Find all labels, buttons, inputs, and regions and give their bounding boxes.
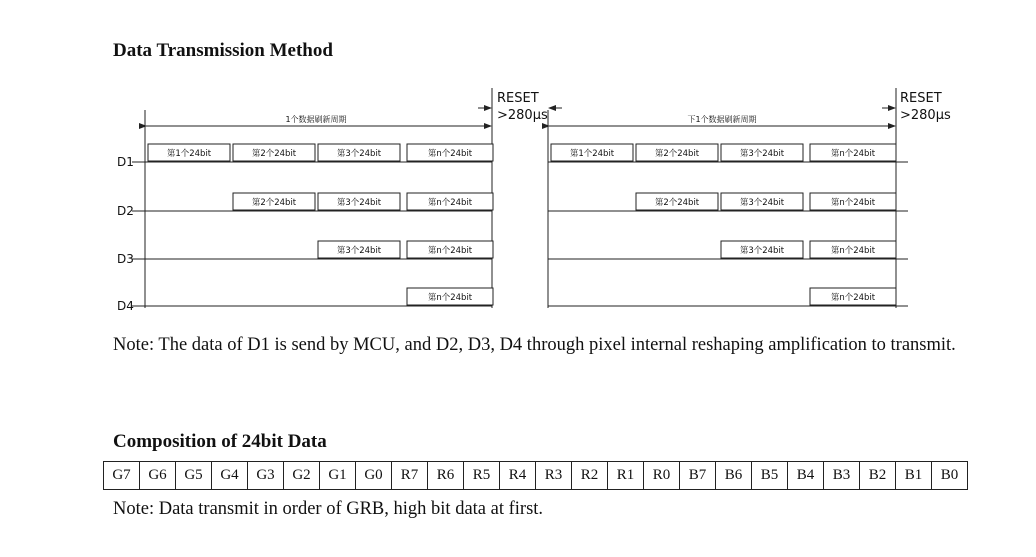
data-box-label: 第n个24bit [427, 198, 473, 208]
bit-cell: B4 [788, 462, 824, 490]
composition-heading: Composition of 24bit Data [113, 431, 327, 452]
transmission-note: Note: The data of D1 is send by MCU, and D2, D3, D4 through pixel internal reshaping amplification to transmit. [113, 335, 956, 355]
data-box-label: 第n个24bit [427, 293, 473, 303]
data-box-label: 第n个24bit [830, 293, 876, 303]
bit-cell: B6 [716, 462, 752, 490]
bit-cell: R4 [500, 462, 536, 490]
reset-label-1: RESET [497, 91, 539, 106]
data-box-label: 第1个24bit [166, 149, 212, 159]
data-box-label: 第3个24bit [739, 198, 785, 208]
bit-cell: G1 [320, 462, 356, 490]
line-label-d2: D2 [117, 204, 134, 218]
bit-cell: G6 [140, 462, 176, 490]
period-label-1: 1个数据刷新周期 [285, 115, 347, 124]
transmission-heading: Data Transmission Method [113, 40, 333, 61]
bit-cell: G3 [248, 462, 284, 490]
data-box-label: 第n个24bit [427, 149, 473, 159]
bit-cell: B0 [932, 462, 968, 490]
data-box-label: 第2个24bit [654, 149, 700, 159]
bit-cell: B2 [860, 462, 896, 490]
data-box-label: 第3个24bit [739, 149, 785, 159]
bit-cell: R1 [608, 462, 644, 490]
bit-cell: R6 [428, 462, 464, 490]
bit-cell: R5 [464, 462, 500, 490]
bit-cell: B7 [680, 462, 716, 490]
bit-cell: B1 [896, 462, 932, 490]
line-label-d4: D4 [117, 299, 134, 313]
bit-cell: G0 [356, 462, 392, 490]
bit-cell: G2 [284, 462, 320, 490]
data-box-label: 第1个24bit [569, 149, 615, 159]
data-box-label: 第n个24bit [830, 149, 876, 159]
data-box-label: 第3个24bit [739, 246, 785, 256]
data-box-label: 第3个24bit [336, 246, 382, 256]
data-box-label: 第n个24bit [830, 246, 876, 256]
bit-cell: G5 [176, 462, 212, 490]
composition-note: Note: Data transmit in order of GRB, high bit data at first. [113, 499, 544, 519]
line-label-d3: D3 [117, 252, 134, 266]
line-label-d1: D1 [117, 155, 134, 169]
bit-cell: R3 [536, 462, 572, 490]
data-box-label: 第2个24bit [654, 198, 700, 208]
bit-cell: B5 [752, 462, 788, 490]
bit-cell: R2 [572, 462, 608, 490]
data-box-label: 第3个24bit [336, 198, 382, 208]
bit-cell: G4 [212, 462, 248, 490]
data-box-label: 第2个24bit [251, 149, 297, 159]
bit-cell: B3 [824, 462, 860, 490]
data-box-label: 第3个24bit [336, 149, 382, 159]
reset-label-2: RESET [900, 91, 942, 106]
reset-time-1: >280μs [497, 108, 548, 123]
bit-row [104, 462, 968, 490]
bit-cell: G7 [104, 462, 140, 490]
data-box-label: 第n个24bit [427, 246, 473, 256]
period-label-2: 下1个数据刷新周期 [687, 115, 757, 124]
data-box-label: 第n个24bit [830, 198, 876, 208]
bit-composition-table [103, 461, 968, 490]
bit-cell: R7 [392, 462, 428, 490]
reset-time-2: >280μs [900, 108, 951, 123]
data-box-label: 第2个24bit [251, 198, 297, 208]
bit-cell: R0 [644, 462, 680, 490]
